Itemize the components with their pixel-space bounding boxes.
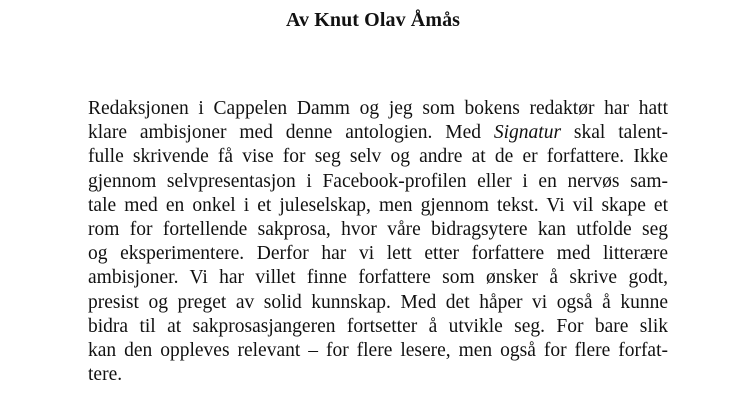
paragraph-line-12: tere. bbox=[88, 364, 123, 386]
paragraph-line-2: klare ambisjoner med denne antologien. Med Signatur skal talent- bbox=[88, 122, 669, 144]
paragraph-line-4: gjennom selvpresentasjon i Facebook-profilen eller i en nervøs sam- bbox=[88, 170, 668, 192]
book-title-signatur: Signatur bbox=[493, 122, 562, 144]
paragraph-line-10: bidra til at sakprosasjangeren fortsetter å utvikle seg. For bare slik bbox=[88, 315, 668, 337]
paragraph-line-8: ambisjoner. Vi har villet finne forfattere som ønsker å skrive godt, bbox=[88, 267, 668, 289]
paragraph-line-9: presist og preget av solid kunnskap. Med det håper vi også å kunne bbox=[88, 291, 668, 313]
paragraph-line-11: kan den oppleves relevant – for flere lesere, men også for flere forfat- bbox=[88, 340, 668, 362]
paragraph-line-5: tale med en onkel i et juleselskap, men gjennom tekst. Vi vil skape et bbox=[88, 194, 668, 216]
body-paragraph bbox=[88, 97, 668, 387]
paragraph-line-6: rom for fortellende sakprosa, hvor våre bidragsytere kan utfolde seg bbox=[88, 219, 668, 241]
author-heading: Av Knut Olav Åmås bbox=[285, 9, 461, 31]
paragraph-line-1: Redaksjonen i Cappelen Damm og jeg som bokens redaktør har hatt bbox=[88, 98, 668, 119]
paragraph-line-7: og eksperimentere. Derfor har vi lett etter forfattere med litterære bbox=[88, 243, 668, 265]
paragraph-line-3: fulle skrivende få vise for seg selv og andre at de er forfattere. Ikke bbox=[88, 146, 668, 168]
